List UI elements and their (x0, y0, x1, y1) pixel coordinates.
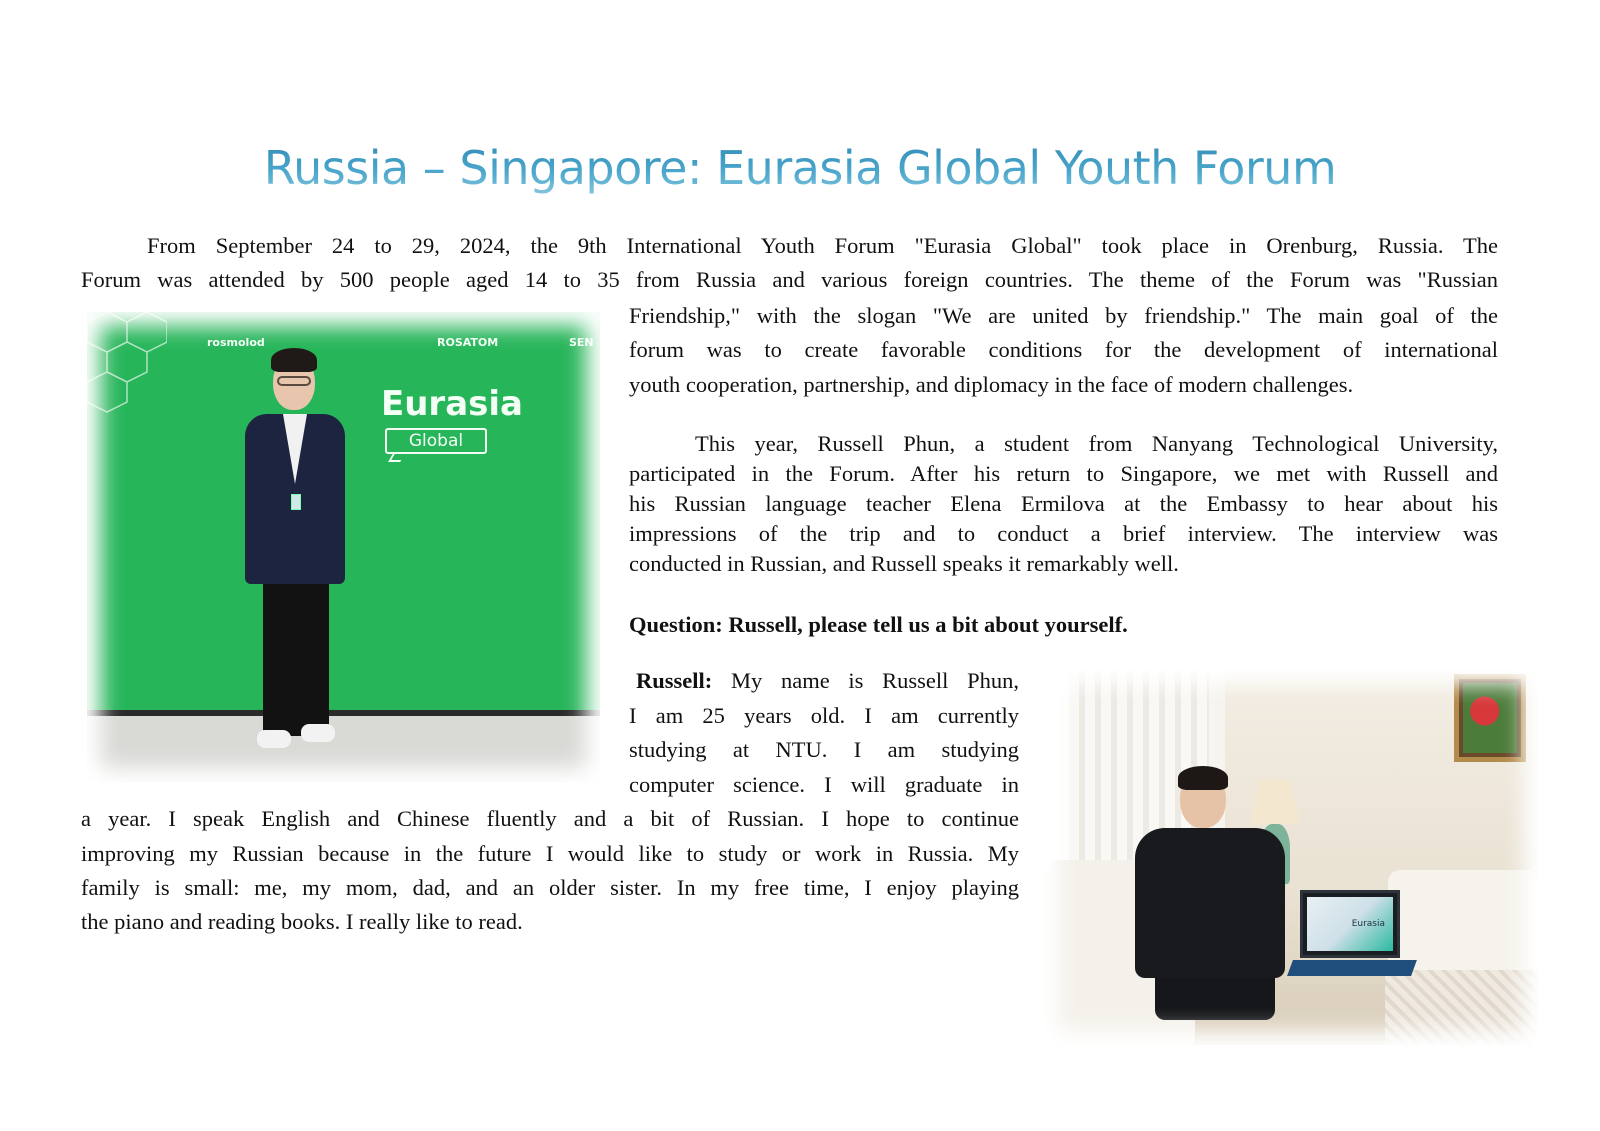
answer-text: My name is Russell Phun, (730, 668, 1019, 693)
forum-photo (87, 312, 600, 782)
laptop-screen-text: Eurasia (1351, 919, 1385, 929)
person-seated (1125, 770, 1285, 1040)
intro-line: youth cooperation, partnership, and diplomacy in the face of modern challenges. (629, 372, 1354, 397)
logo-rosmolod: rosmolod (207, 336, 265, 349)
intro-line: Friendship," with the slogan "We are united by friendship." The main goal of the (629, 303, 1498, 328)
answer-line: a year. I speak English and Chinese fluently and a bit of Russian. I hope to continue (81, 806, 1019, 831)
laptop-screen (1307, 897, 1393, 951)
answer-line: studying at NTU. I am studying (629, 737, 1019, 762)
paragraph-line: participated in the Forum. After his return to Singapore, we met with Russell and (629, 461, 1498, 486)
answer-line: family is small: me, my mom, dad, and an older sister. In my free time, I enjoy playing (81, 875, 1019, 900)
flower-painting (1454, 674, 1526, 762)
intro-line: Forum was attended by 500 people aged 14 to 35 from Russia and various foreign countries. The theme of the Forum was "Russian (81, 267, 1498, 292)
intro-line: forum was to create favorable conditions for the development of international (629, 337, 1498, 362)
ornament-pattern (87, 312, 167, 432)
paragraph-line: impressions of the trip and to conduct a brief interview. The interview was (629, 521, 1498, 546)
logo-rosatom: ROSATOM (437, 336, 499, 349)
answer-line (629, 664, 1019, 699)
answer-line: I am 25 years old. I am currently (629, 703, 1019, 728)
paragraph-line: This year, Russell Phun, a student from Nanyang Technological University, (695, 431, 1498, 456)
paragraph-line: conducted in Russian, and Russell speaks it remarkably well. (629, 551, 1179, 576)
paragraph-line: his Russian language teacher Elena Ermilova at the Embassy to hear about his (629, 491, 1498, 516)
lace-tablecloth (1385, 970, 1538, 1045)
intro-line: From September 24 to 29, 2024, the 9th International Youth Forum "Eurasia Global" took place in Orenburg, Russia. The (147, 233, 1498, 258)
logo-sen: SEN (569, 336, 594, 349)
speaker-name: Russell: (636, 668, 713, 693)
banner-eurasia: Eurasia (381, 384, 523, 424)
laptop-keyboard (1287, 960, 1417, 976)
answer-line: the piano and reading books. I really like to read. (81, 909, 523, 934)
person-standing (235, 344, 355, 764)
interview-question: Question: Russell, please tell us a bit about yourself. (629, 612, 1128, 637)
answer-line: improving my Russian because in the future I would like to study or work in Russia. My (81, 841, 1019, 866)
interview-photo (1045, 670, 1538, 1045)
laptop (1300, 890, 1400, 958)
answer-line: computer science. I will graduate in (629, 772, 1019, 797)
page-title: Russia – Singapore: Eurasia Global Youth Forum (0, 138, 1600, 198)
banner-global: Global (385, 428, 487, 454)
